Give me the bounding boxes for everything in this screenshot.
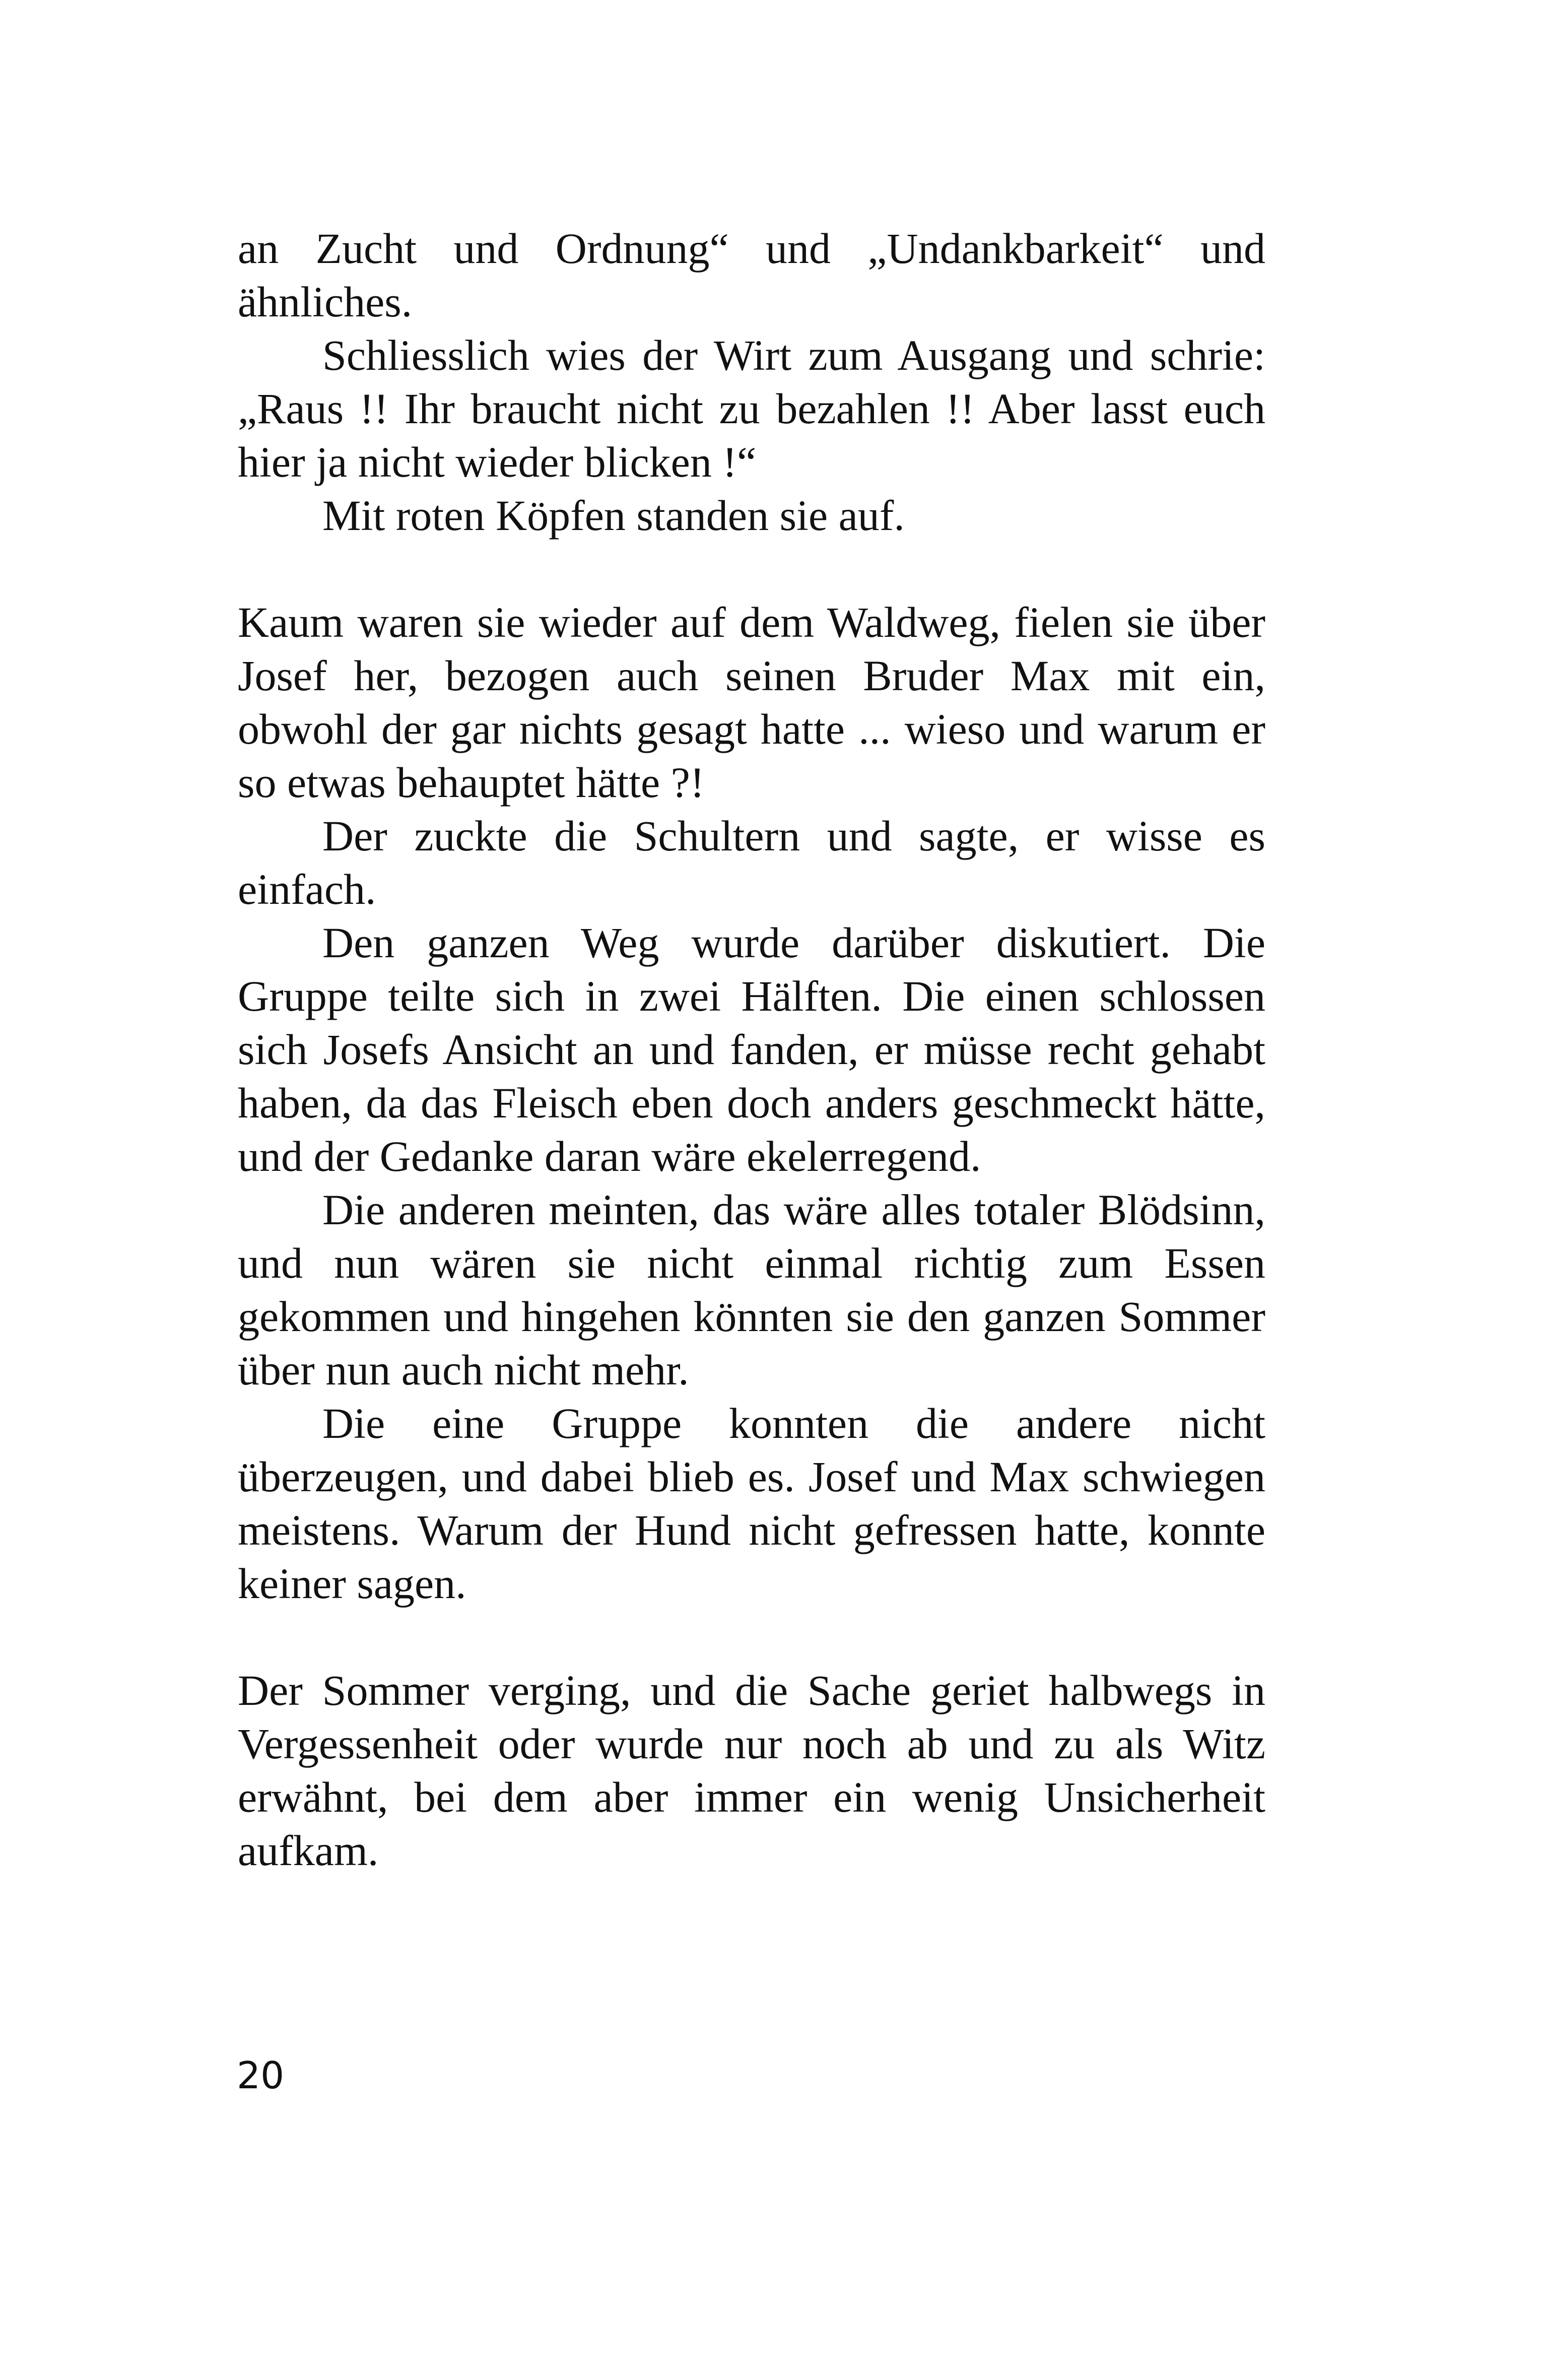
body-text: [238, 222, 1265, 1877]
paragraph-3: Mit roten Köpfen standen sie auf.: [322, 491, 905, 540]
paragraph-2: Schliesslich wies der Wirt zum Ausgang und schrie: „Raus !! Ihr braucht nicht zu bezahlen !! Aber lasst euch hier ja nicht wieder blicken !“: [238, 331, 1265, 486]
paragraph-9: Der Sommer verging, und die Sache geriet halbwegs in Vergessenheit oder wurde nur noch ab und zu als Witz erwähnt, bei dem aber immer ein wenig Unsicherheit aufkam.: [238, 1666, 1265, 1875]
paragraph-5: Der zuckte die Schultern und sagte, er wisse es einfach.: [238, 812, 1265, 913]
paragraph-4: Kaum waren sie wieder auf dem Waldweg, fielen sie über Josef her, bezogen auch seinen Bruder Max mit ein, obwohl der gar nichts gesagt hatte ... wieso und warum er so etwas behauptet hätte ?!: [238, 598, 1265, 807]
paragraph-1: an Zucht und Ordnung“ und „Undankbarkeit“ und ähnliches.: [238, 224, 1265, 326]
paragraph-6: Den ganzen Weg wurde darüber diskutiert. Die Gruppe teilte sich in zwei Hälften. Die einen schlossen sich Josefs Ansicht an und fanden, er müsse recht gehabt haben, da das Fleisch eben doch anders geschmeckt hätte, und der Gedanke daran wäre ekelerregend.: [238, 918, 1265, 1180]
paragraph-8: Die eine Gruppe konnten die andere nicht überzeugen, und dabei blieb es. Josef und Max schwiegen meistens. Warum der Hund nicht gefressen hatte, konnte keiner sagen.: [238, 1399, 1265, 1608]
page-number: 20: [237, 2054, 285, 2097]
paragraph-7: Die anderen meinten, das wäre alles totaler Blödsinn, und nun wären sie nicht einmal richtig zum Essen gekommen und hingehen könnten sie den ganzen Sommer über nun auch nicht mehr.: [238, 1185, 1265, 1394]
